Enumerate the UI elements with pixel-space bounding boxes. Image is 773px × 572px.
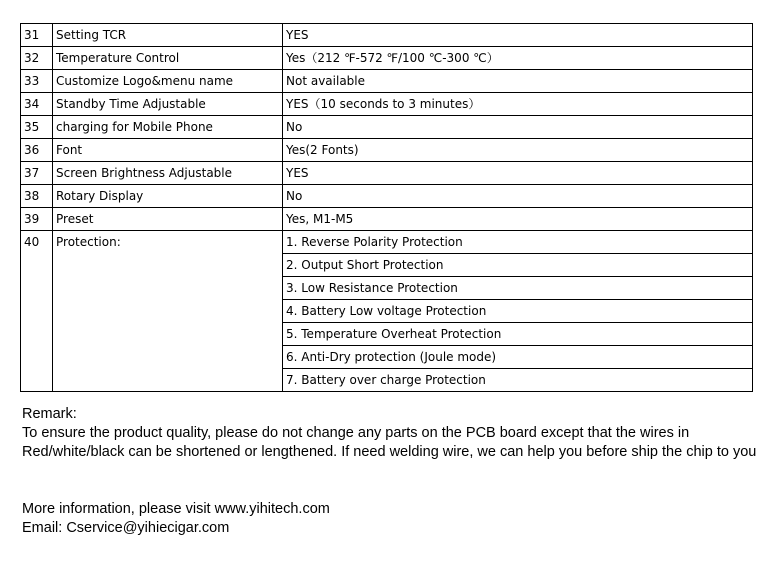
row-name: Protection: [53, 231, 283, 392]
row-number: 33 [21, 70, 53, 93]
row-name: Customize Logo&menu name [53, 70, 283, 93]
table-row [21, 24, 753, 47]
protection-item: 3. Low Resistance Protection [283, 277, 753, 300]
row-value: No [283, 185, 753, 208]
row-value: YES [283, 162, 753, 185]
protection-item: 1. Reverse Polarity Protection [283, 231, 753, 254]
table-row [21, 162, 753, 185]
spec-table [20, 23, 753, 392]
row-value: Yes, M1-M5 [283, 208, 753, 231]
table-row [21, 116, 753, 139]
protection-item: 7. Battery over charge Protection [283, 369, 753, 392]
table-row-protection [21, 231, 753, 254]
remarks-section [22, 405, 757, 538]
spec-table-body [21, 24, 753, 392]
row-value: YES（10 seconds to 3 minutes） [283, 93, 753, 116]
row-value: Not available [283, 70, 753, 93]
row-number: 37 [21, 162, 53, 185]
row-number: 40 [21, 231, 53, 392]
more-info-text: More information, please visit www.yihitech.com [22, 501, 330, 517]
row-value: Yes(2 Fonts) [283, 139, 753, 162]
row-name: Temperature Control [53, 47, 283, 70]
table-row [21, 139, 753, 162]
protection-item: 5. Temperature Overheat Protection [283, 323, 753, 346]
row-number: 39 [21, 208, 53, 231]
row-value: YES [283, 24, 753, 47]
row-name: Standby Time Adjustable [53, 93, 283, 116]
remark-title: Remark: [22, 406, 77, 422]
row-number: 32 [21, 47, 53, 70]
table-row [21, 70, 753, 93]
row-name: Screen Brightness Adjustable [53, 162, 283, 185]
row-name: Font [53, 139, 283, 162]
protection-item: 6. Anti-Dry protection (Joule mode) [283, 346, 753, 369]
row-number: 35 [21, 116, 53, 139]
table-row [21, 208, 753, 231]
protection-item: 2. Output Short Protection [283, 254, 753, 277]
spacer [22, 462, 757, 500]
row-name: Rotary Display [53, 185, 283, 208]
remark-body: To ensure the product quality, please do not change any parts on the PCB board except that the wires in Red/white/black can be shortened or lengthened. If need welding wire, we can help you before ship the chip to you [22, 425, 757, 460]
row-number: 34 [21, 93, 53, 116]
row-name: Setting TCR [53, 24, 283, 47]
table-row [21, 47, 753, 70]
row-number: 31 [21, 24, 53, 47]
email-text: Email: Cservice@yihiecigar.com [22, 520, 230, 536]
row-value: No [283, 116, 753, 139]
table-row [21, 93, 753, 116]
row-value: Yes（212 ℉-572 ℉/100 ℃-300 ℃） [283, 47, 753, 70]
table-row [21, 185, 753, 208]
protection-item: 4. Battery Low voltage Protection [283, 300, 753, 323]
row-name: charging for Mobile Phone [53, 116, 283, 139]
row-number: 38 [21, 185, 53, 208]
row-name: Preset [53, 208, 283, 231]
row-number: 36 [21, 139, 53, 162]
